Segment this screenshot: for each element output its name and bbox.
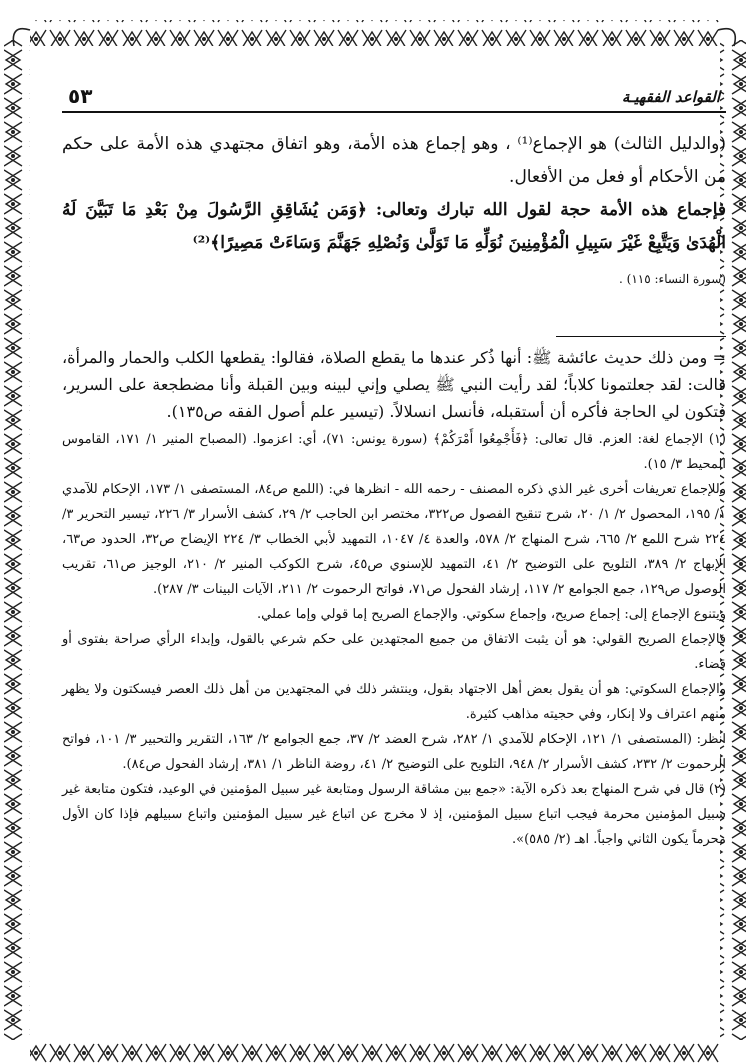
paragraph-quran-verse: فإجماع هذه الأمة حجة لقول الله تبارك وتعالى: ﴿وَمَن يُشَاقِقِ الرَّسُولَ مِنْ بَعْدِ مَا تَبَيَّنَ لَهُ الْهُدَىٰ وَيَتَّبِعْ غَيْرَ سَبِيلِ الْمُؤْمِنِينَ نُوَلِّهِ مَا تَوَلَّىٰ وَنُصْلِهِ جَهَنَّمَ وَسَاءَتْ مَصِيرًا﴾⁽²⁾ [62, 200, 726, 253]
footnote-1-explicit: فالإجماع الصريح القولي: هو أن يثبت الاتفاق من جميع المجتهدين على حكم شرعي بالقول، وإبداء الرأي صراحة بفتوى أو قضاء. [62, 632, 726, 672]
paragraph-third-evidence: (والدليل الثالث) هو الإجماع⁽¹⁾ ، وهو إجماع هذه الأمة، وهو اتفاق مجتهدي هذه الأمة على حكم من الأحكام أو فعل من الأفعال. [62, 134, 726, 187]
page-header [62, 82, 726, 112]
footnote-1-definitions: وللإجماع تعريفات أخرى غير الذي ذكره المصنف - رحمه الله - انظرها في: (اللمع ص٨٤، المستصفى ١/ ١٧٣، الإحكام للآمدي ١/ ١٩٥، المحصول ٢/ ١/ ٢٠، شرح تنقيح الفصول ص٣٢٢، مختصر ابن الحاجب ٢/ ٢٩، كشف الأسرار ٣/ ٢٢٦، تيسير التحرير ٣/ ٢٢٤ شرح اللمع ٢/ ٦٦٥، شرح المنهاج ٢/ ٥٧٨، والعدة ٤/ ١٠٤٧، التمهيد لأبي الخطاب ٣/ ٢٢٤ الإيضاح ص٣٢، الحدود ص٦٣، الإبهاج ٢/ ٣٨٩، التلويح على التوضيح ٢/ ٤١، التمهيد للإسنوي ص٤٥، شرح الكوكب المنير ٢/ ٢١٠، الوجيز ص٦١، تقريب الوصول ص١٢٩، جمع الجوامع ٢/ ١١٧، إرشاد الفحول ص٧١، فواتح الرحموت ٢/ ٢١١، الآيات البينات ٣/ ٢٨٧). [62, 482, 727, 597]
footnote-1: (١) الإجماع لغة: العزم. قال تعالى: ﴿فَأَجْمِعُوا أَمْرَكُمْ﴾ (سورة يونس: ٧١)، أي: اعزموا. (المصباح المنير ١/ ١٧١، القاموس المحيط ٣/ ١٥). [62, 432, 726, 472]
header-rule [62, 111, 726, 113]
book-page [62, 82, 726, 1032]
footnote-continuation: = ومن ذلك حديث عائشة ﷺ: أنها ذُكر عندها ما يقطع الصلاة، فقالوا: يقطعها الكلب والحمار والمرأة، قالت: لقد جعلتمونا كلاباً؛ لقد رأيت النبي ﷺ يصلي وإني لبينه وبين القبلة وأنا مضطجعة على السرير، فتكون لي الحاجة فأكره أن أستقبله، فأنسل انسلالاً. (تيسير علم أصول الفقه ص١٣٥). [62, 348, 726, 421]
footnote-2: (٢) قال في شرح المنهاج بعد ذكره الآية: «جمع بين مشاقة الرسول ومتابعة غير سبيل المؤمنين في الوعيد، فتكون متابعة غير سبيل المؤمنين محرمة فيجب اتباع سبيل المؤمنين، إذ لا مخرج عن اتباع غير سبيل المؤمنين واتباع سبيلهم فإذا كان الأول محرماً يكون الثاني واجباً. اهـ (٢/ ٥٨٥)». [62, 782, 726, 847]
page-number: ٥٣ [68, 84, 93, 108]
footnote-1-types: ويتنوع الإجماع إلى: إجماع صريح، وإجماع سكوتي. والإجماع الصريح إما قولي وإما عملي. [257, 607, 726, 622]
footnote-1-tacit: والإجماع السكوتي: هو أن يقول بعض أهل الاجتهاد بقول، وينتشر ذلك في المجتهدين من أهل ذلك العصر فيسكتون ولا يظهر منهم اعتراف ولا إنكار، وفي حجيته مذاهب كثيرة. [62, 682, 726, 722]
verse-reference: (سورة النساء: ١١٥) . [619, 272, 726, 286]
footnote-separator [556, 336, 726, 337]
running-title: القواعد الفقهيـة [621, 88, 720, 106]
footnotes [62, 344, 726, 852]
footnote-1-references: انظر: (المستصفى ١/ ١٢١، الإحكام للآمدي ١/ ٢٨٢، شرح العضد ٢/ ٣٧، جمع الجوامع ٢/ ١٦٣، التقرير والتحبير ٣/ ١٠١، فواتح الرحموت ٢/ ٢٣٢، كشف الأسرار ٢/ ٩٤٨، التلويح على التوضيح ٢/ ٤١، روضة الناظر ١/ ٣٨١، إرشاد الفحول ص٨٤). [62, 732, 727, 772]
main-text [62, 128, 726, 294]
